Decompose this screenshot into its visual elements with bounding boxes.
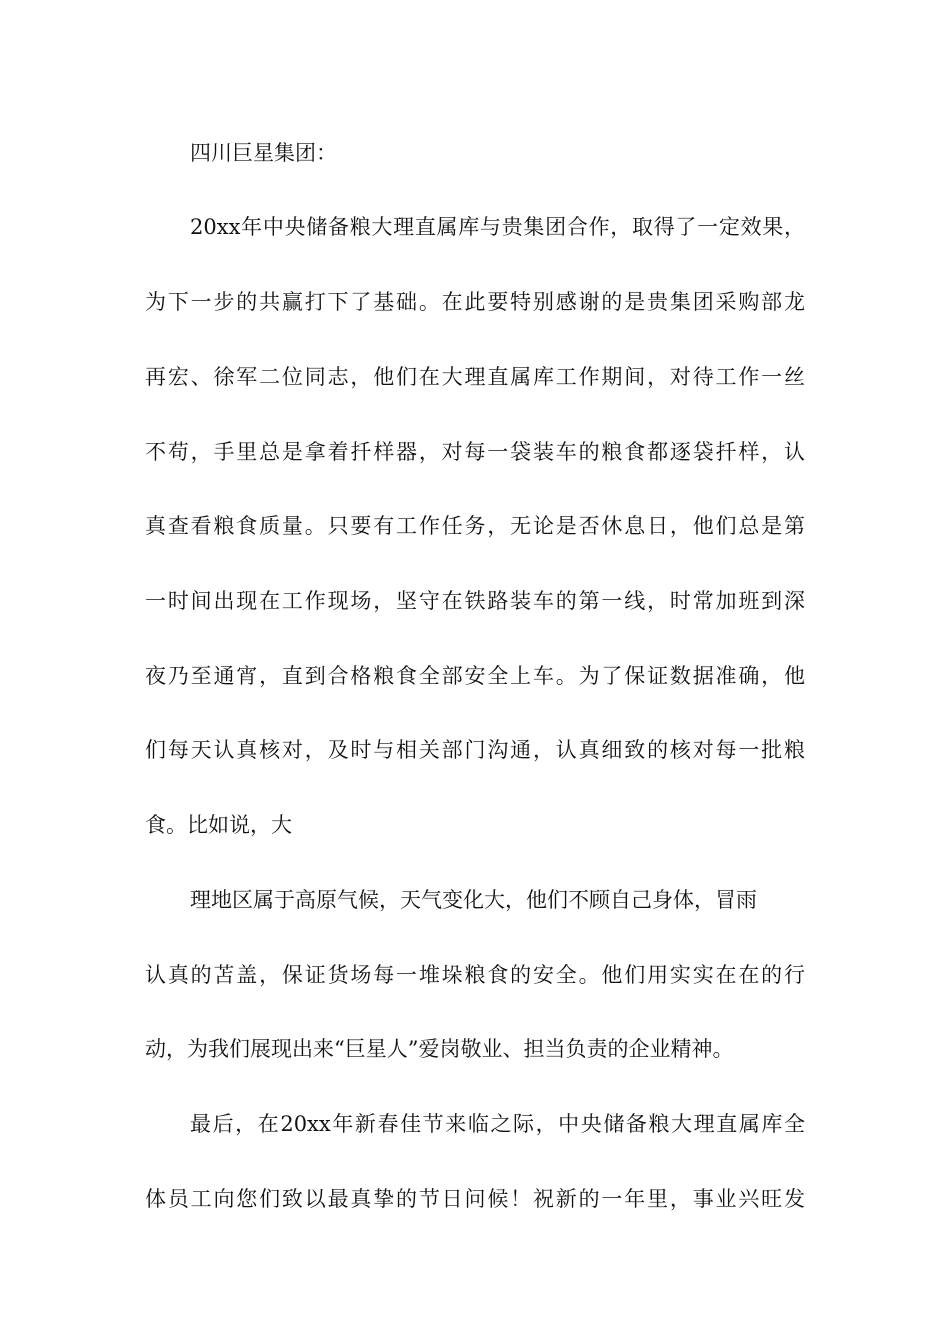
text-line: 为下一步的共赢打下了基础。在此要特别感谢的是贵集团采购部龙 [145,290,805,314]
text-line: 真查看粮食质量。只要有工作任务，无论是否休息日，他们总是第 [145,514,805,538]
text-line: 20xx年中央储备粮大理直属库与贵集团合作，取得了一定效果， [190,215,805,239]
text-line: 食。比如说，大 [145,813,292,837]
salutation: 四川巨星集团： [190,141,337,165]
text-line: 最后，在20xx年新春佳节来临之际，中央储备粮大理直属库全 [190,1112,805,1136]
text-line: 动，为我们展现出来“巨星人”爱岗敬业、担当负责的企业精神。 [145,1037,734,1061]
text-line: 认真的苫盖，保证货场每一堆垛粮食的安全。他们用实实在在的行 [145,963,805,987]
text-line: 体员工向您们致以最真挚的节日问候！祝新的一年里，事业兴旺发 [145,1187,805,1211]
text-line: 一时间出现在工作现场，坚守在铁路装车的第一线，时常加班到深 [145,589,805,613]
text-line: 不苟，手里总是拿着扦样器，对每一袋装车的粮食都逐袋扦样，认 [145,440,805,464]
text-line: 再宏、徐军二位同志，他们在大理直属库工作期间，对待工作一丝 [145,365,805,389]
text-line: 理地区属于高原气候，天气变化大，他们不顾自己身体，冒雨 [190,888,757,912]
text-line: 们每天认真核对，及时与相关部门沟通，认真细致的核对每一批粮 [145,738,805,762]
text-line: 夜乃至通宵，直到合格粮食全部安全上车。为了保证数据准确，他 [145,664,805,688]
